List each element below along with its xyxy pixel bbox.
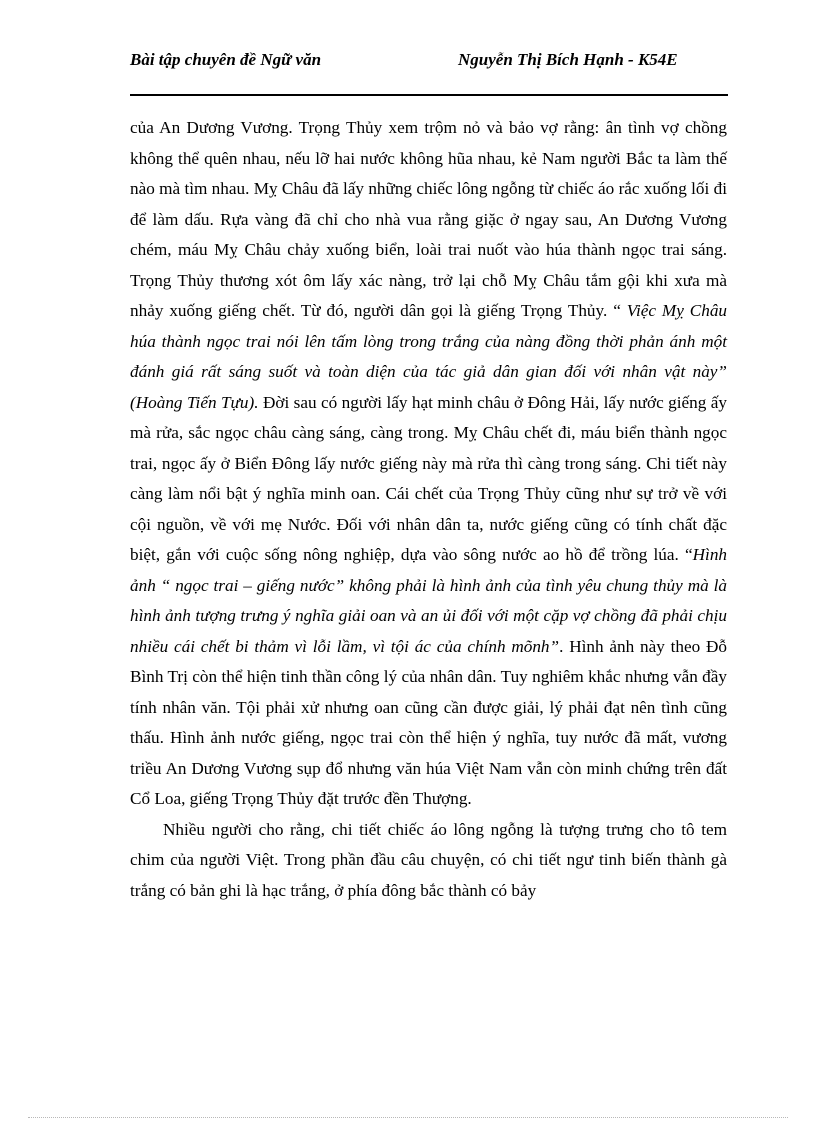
paragraph-1-text-1: của An Dương Vương. Trọng Thủy xem trộm nỏ và bảo vợ rằng: ân tình vợ chồng không thể quên nhau, nếu lỡ hai nước không hũa nhau, kẻ Nam người Bắc ta làm thế nào mà tìm nhau. Mỵ Châu đã lấy những chiếc lông ngỗng từ chiếc áo rắc xuống lối đi để làm dấu. Rựa vàng đã chỉ cho nhà vua rằng giặc ở ngay sau, An Dương Vương chém, máu Mỵ Châu chảy xuống biển, loài trai nuốt vào húa thành ngọc trai sáng. Trọng Thủy thương xót ôm lấy xác nàng, trở lại chỗ Mỵ Châu tắm gội khi xưa mà nhảy xuống giếng chết. Từ đó, người dân gọi là giếng Trọng Thủy. “ — [130, 118, 727, 320]
header-course-title: Bài tập chuyên đề Ngữ văn — [130, 50, 322, 69]
paragraph-1-text-2: Đời sau có người lấy hạt minh châu ở Đông Hải, lấy nước giếng ấy mà rửa, sắc ngọc châu càng sáng, càng trong. Mỵ Châu chết đi, máu biển thành ngọc trai, ngọc ấy ở Biển Đông lấy nước giếng này mà rửa thì càng trong sáng. Chi tiết này càng làm nổi bật ý nghĩa minh oan. Cái chết của Trọng Thủy cũng như sự trở về với cội nguồn, về với mẹ Nước. Đối với nhân dân ta, nước giếng cũng có tính chất đặc biệt, gắn với cuộc sống nông nghiệp, dựa vào sông nước ao hồ để trồng lúa. “ — [130, 392, 727, 564]
paragraph-1-text-3: . Hình ảnh này theo Đỗ Bình Trị còn thể hiện tinh thần công lý của nhân dân. Tuy nghiêm khắc nhưng vẫn đầy tính nhân văn. Tội phải xử nhưng oan cũng cần được giải, lý phải đạt nên tình cũng thấu. Hình ảnh nước giếng, ngọc trai còn thể hiện ý nghĩa, tuy nước đã mất, vương triều An Dương Vương sụp đổ nhưng văn húa Việt Nam vẫn còn minh chứng trên đất Cổ Loa, giếng Trọng Thủy đặt trước đền Thượng. — [130, 636, 727, 808]
footer-divider — [28, 1117, 788, 1118]
document-body — [130, 113, 727, 906]
paragraph-1-quote-2: Hình ảnh “ ngọc trai – giếng nước” không phải là hình ảnh của tình yêu chung thủy mà là hình ảnh tượng trưng ý nghĩa giải oan và an ủi đối với một cặp vợ chồng đã phải chịu nhiều cái chết bi thảm vì lỗi lầm, vì tội ác của chính mõnh” — [130, 545, 727, 656]
header-author: Nguyễn Thị Bích Hạnh - K54E — [458, 50, 678, 69]
paragraph-1-quote-1: Việc Mỵ Châu húa thành ngọc trai nói lên tấm lòng trong trắng của nàng đồng thời phản ánh một đánh giá rất sáng suốt và toàn diện của tác giả dân gian đối với nhân vật này” (Hoàng Tiến Tựu). — [130, 301, 728, 412]
paragraph-2: Nhiều người cho rằng, chi tiết chiếc áo lông ngỗng là tượng trưng cho tô tem chim của người Việt. Trong phần đầu câu chuyện, có chi tiết ngư tinh biến thành gà trắng có bản ghi là hạc trắng, ở phía đông bắc thành có bảy — [130, 819, 727, 900]
paragraph-1 — [130, 113, 727, 815]
page-header — [130, 50, 728, 96]
